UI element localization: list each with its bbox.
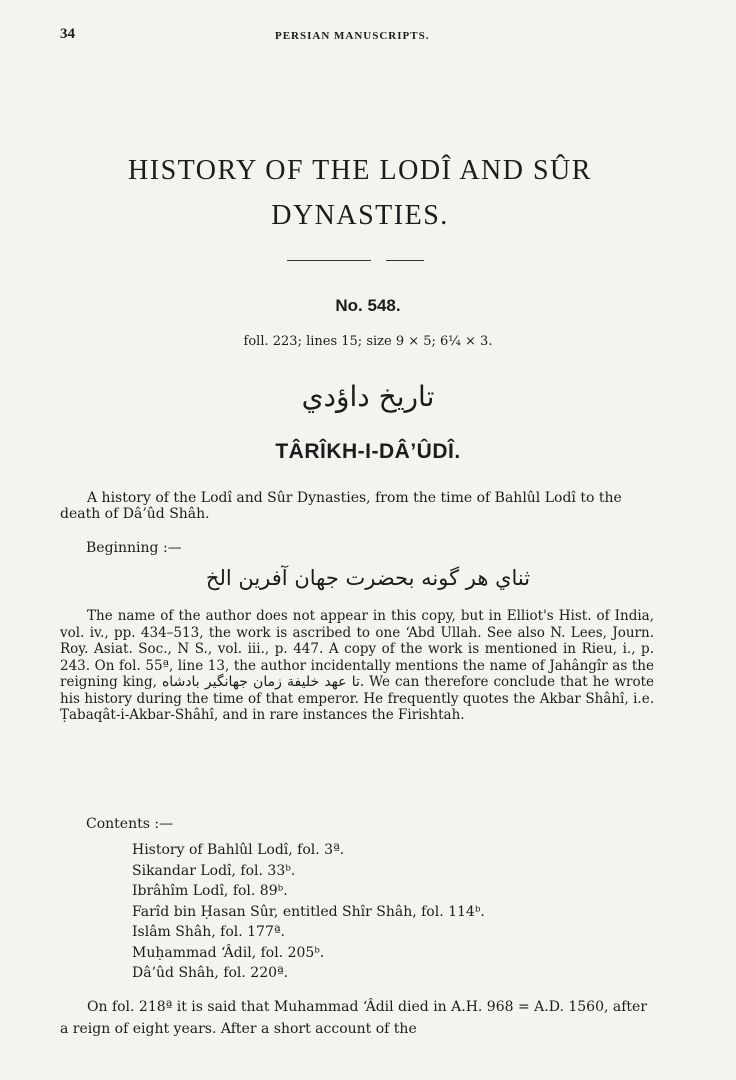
persian-title: تاریخ داؤدي [301, 380, 435, 413]
list-item: Ibrâhîm Lodî, fol. 89ᵇ. [132, 883, 288, 899]
section-title [40, 148, 680, 238]
list-item: History of Bahlûl Lodî, fol. 3ª. [132, 842, 345, 858]
persian-incipit: ثناي هر گونه بحضرت جهان آفرين الخ [205, 566, 531, 590]
physical-description: foll. 223; lines 15; size 9 × 5; 6¼ × 3. [243, 334, 493, 349]
persian-phrase: تا عهد خليفة زمان جهانگير بادشاه [161, 674, 360, 690]
author-paragraph-part-2: . We can therefore conclude that he wrote his history during the time of that emperor. He frequently quotes the Akbar Shâhî, i.e. Ṭabaqât-i-Akbar-Shâhî, and in rare instances the Firishtah. [60, 674, 655, 723]
intro-paragraph: A history of the Lodî and Sûr Dynasties, from the time of Bahlûl Lodî to the death of Dâ’ûd Shâh. [60, 490, 622, 522]
section-title-line-1: HISTORY OF THE LODÎ AND SÛR [128, 155, 592, 186]
list-item: Sikandar Lodî, fol. 33ᵇ. [132, 862, 296, 879]
closing-paragraph: On fol. 218ª it is said that Muhammad ‘Âdil died in A.H. 968 = A.D. 1560, after a reign of eight years. After a short account of the [60, 999, 648, 1037]
catalogue-number: No. 548. [335, 296, 401, 315]
list-item: Dâ’ûd Shâh, fol. 220ª. [132, 965, 289, 981]
section-title-line-2: DYNASTIES. [271, 200, 449, 231]
title-rule-right [386, 260, 424, 261]
list-item: Islâm Shâh, fol. 177ª. [132, 924, 285, 940]
author-paragraph [60, 608, 654, 724]
page-number: 34 [60, 26, 75, 42]
running-title: PERSIAN MANUSCRIPTS. [275, 30, 430, 42]
contents-list [132, 840, 652, 984]
list-item: Farîd bin Ḥasan Sûr, entitled Shîr Shâh, fol. 114ᵇ. [132, 903, 485, 920]
contents-label: Contents :— [86, 816, 174, 832]
beginning-label: Beginning :— [86, 540, 182, 556]
running-head [60, 26, 660, 46]
author-paragraph-part-1: The name of the author does not appear in this copy, but in Elliot's Hist. of India, vol. iv., pp. 434–513, the work is ascribed to one ‘Abd Ullah. See also N. Lees, Journ. Roy. Asiat. Soc., N S., vol. iii., p. 447. A copy of the work is mentioned in Rieu, i., p. 243. On fol. 55ª, line 13, the author incidentally mentions the name of Jahângîr as the reigning king, [60, 608, 654, 690]
title-rule-left [287, 260, 371, 261]
transliterated-title: TÂRÎKH-I-DÂ’ÛDÎ. [275, 440, 461, 463]
list-item: Muḥammad ‘Âdil, fol. 205ᵇ. [132, 944, 325, 961]
